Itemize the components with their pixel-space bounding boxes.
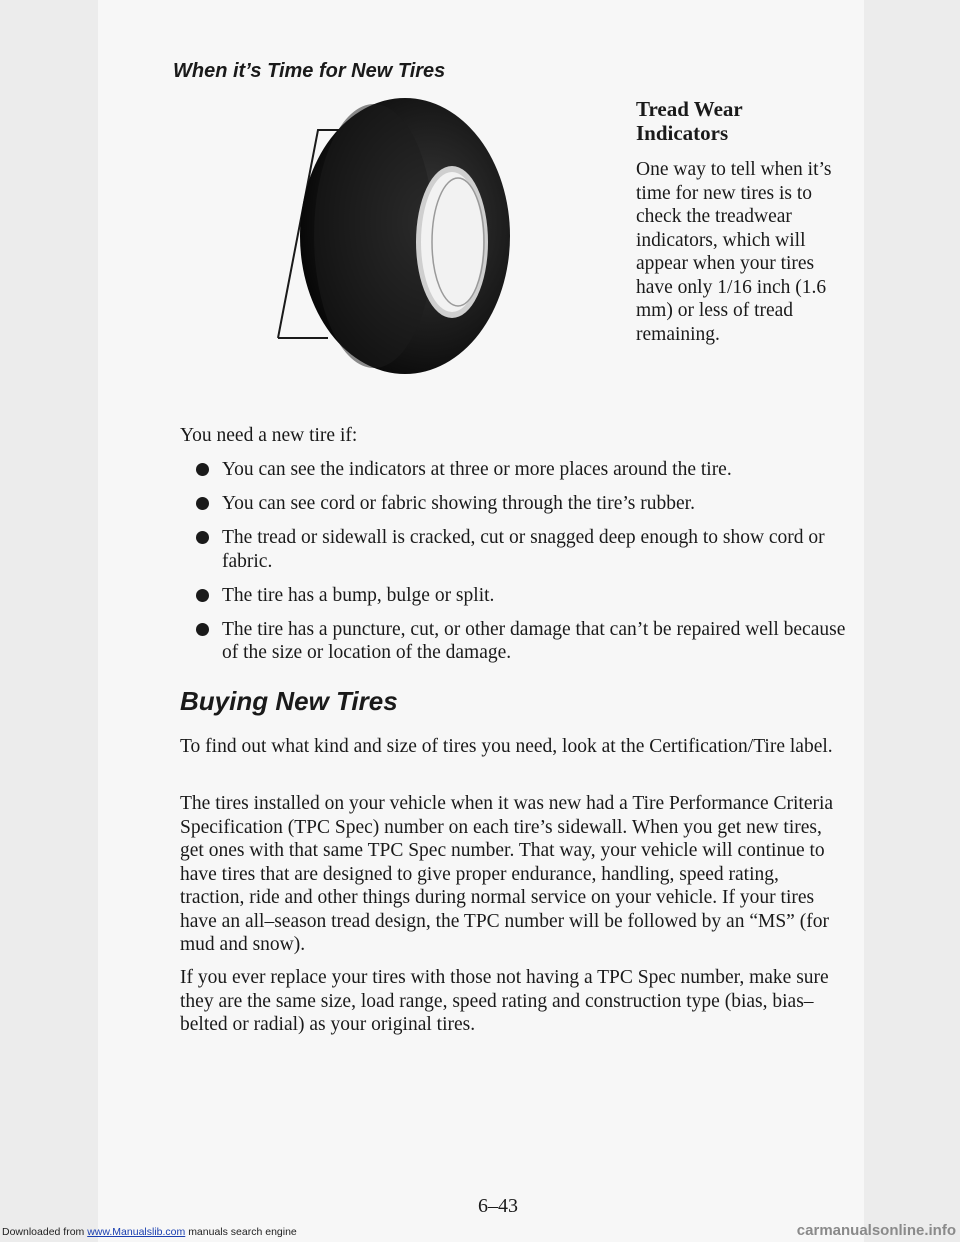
list-item (196, 458, 856, 482)
footer-suffix: manuals search engine (188, 1226, 297, 1238)
bullet-icon (196, 623, 209, 636)
tread-wear-text: One way to tell when it’s time for new tires is to check the treadwear indicators, which will appear when your tires have only 1/16 inch (1.6 mm) or less of tread remaining. (636, 159, 832, 345)
bullet-icon (196, 497, 209, 510)
list-item-text: You can see the indicators at three or more places around the tire. (222, 459, 732, 480)
buying-paragraph: The tires installed on your vehicle when it was new had a Tire Performance Criteria Specification (TPC Spec) number on each tire’s sidewall. When you get new tires, get ones with that same TPC Spec number. That way, your vehicle will continue to have tires that are designed to give proper endurance, handling, speed rating, traction, ride and other things during normal service on your vehicle. If your tires have an all–season tread design, the TPC number will be followed by an “MS” (for mud and snow). (180, 793, 834, 955)
list-item (196, 492, 856, 516)
tire-illustration (270, 90, 540, 375)
tread-wear-heading: Tread Wear Indicators (636, 97, 743, 145)
buying-paragraph: If you ever replace your tires with those not having a TPC Spec number, make sure they are the same size, load range, speed rating and construction type (bias, bias–belted or radial) as your original tires. (180, 967, 829, 1035)
list-item-text: You can see cord or fabric showing through the tire’s rubber. (222, 493, 695, 514)
page-number: 6–43 (478, 1195, 518, 1217)
new-tire-conditions (196, 458, 856, 675)
list-item (196, 618, 856, 665)
right-margin (864, 0, 960, 1242)
left-margin (0, 0, 98, 1242)
buying-paragraph: To find out what kind and size of tires you need, look at the Certification/Tire label. (180, 736, 833, 757)
watermark: carmanualsonline.info (796, 1222, 956, 1239)
buying-tires-title: Buying New Tires (180, 686, 398, 716)
list-item-text: The tread or sidewall is cracked, cut or snagged deep enough to show cord or fabric. (222, 527, 825, 572)
bullet-icon (196, 589, 209, 602)
footer-prefix: Downloaded from (2, 1226, 85, 1238)
list-item (196, 584, 856, 608)
new-tire-intro: You need a new tire if: (180, 425, 358, 446)
bullet-icon (196, 531, 209, 544)
list-item (196, 526, 856, 573)
list-item-text: The tire has a bump, bulge or split. (222, 584, 495, 606)
download-footer (2, 1226, 297, 1238)
list-item-text: The tire has a puncture, cut, or other damage that can’t be repaired well because of the size or location of the damage. (222, 618, 846, 663)
manualslib-link[interactable]: www.Manualslib.com (87, 1226, 186, 1238)
bullet-icon (196, 463, 209, 476)
section-title: When it’s Time for New Tires (173, 60, 446, 82)
